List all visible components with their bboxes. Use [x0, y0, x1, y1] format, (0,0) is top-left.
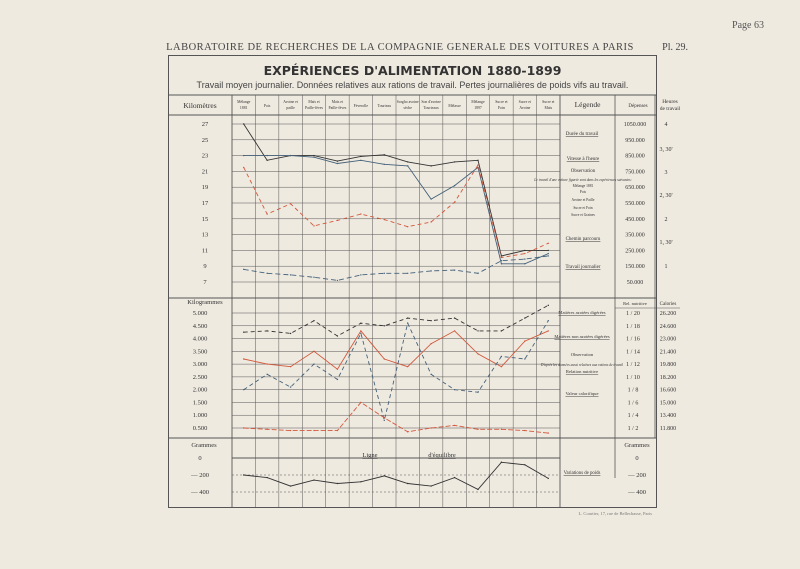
- legend-header: Légende: [574, 100, 601, 109]
- rel-tick-7: 1 / 6: [627, 400, 639, 407]
- legend1-item-6: Avoine et Paille: [571, 198, 595, 202]
- km-point-3-1: [266, 273, 267, 274]
- rel-tick-3: 1 / 14: [626, 349, 640, 356]
- km-point-0-5: [360, 156, 361, 157]
- km-point-1-3: [313, 156, 314, 157]
- chart-subtitle: Travail moyen journalier. Données relatives aux rations de travail. Pertes journalières de poids vifs au travail.: [196, 80, 629, 90]
- kg-point-3-9: [454, 425, 455, 426]
- kg-tick-5: 2.500: [192, 373, 208, 381]
- column-header-2: Avoine et: [283, 100, 298, 104]
- km-point-3-9: [454, 269, 455, 270]
- dep-tick-2: 850.000: [625, 153, 645, 160]
- kg-point-3-0: [243, 427, 244, 428]
- km-point-2-12: [524, 253, 525, 254]
- column-header-12: Sucre et: [518, 100, 532, 104]
- kg-point-1-5: [360, 330, 361, 331]
- hours-tick-3: 2, 30': [659, 193, 673, 199]
- legend1-item-5: Pois: [579, 190, 587, 194]
- km-point-2-10: [477, 164, 478, 165]
- legend1-item-9: Chemin parcouru: [565, 237, 601, 242]
- column-header-11-b: Foin: [497, 106, 505, 110]
- hours-tick-6: 1: [664, 264, 668, 270]
- dep-tick-10: 50.000: [626, 280, 644, 286]
- km-point-3-11: [501, 260, 502, 261]
- column-header-7: Sorgho avoine: [396, 100, 419, 104]
- g-axis-label: Grammes: [191, 442, 217, 449]
- g-point-0-7: [407, 483, 408, 484]
- g-point-0-4: [337, 483, 338, 484]
- kg-point-2-1: [266, 374, 267, 375]
- cal-tick-0: 26.200: [659, 311, 677, 317]
- rel-tick-1: 1 / 18: [626, 323, 640, 330]
- km-point-2-5: [360, 213, 361, 214]
- g-point-0-9: [454, 477, 455, 478]
- kg-point-3-12: [524, 430, 525, 431]
- kg-point-3-10: [477, 429, 478, 430]
- kg-point-0-12: [524, 317, 525, 318]
- kg-point-2-2: [290, 386, 291, 387]
- kg-point-1-11: [501, 366, 502, 367]
- kg-point-0-5: [360, 323, 361, 324]
- kg-point-1-4: [337, 369, 338, 370]
- annotation-equilibre: d'équilibre: [428, 452, 456, 459]
- column-header-10: Mélange: [471, 100, 485, 104]
- kg-point-2-7: [407, 323, 408, 324]
- kg-point-1-9: [454, 330, 455, 331]
- column-header-0-b: 1881: [239, 106, 248, 110]
- km-point-1-2: [290, 155, 291, 156]
- kg-point-2-0: [243, 389, 244, 390]
- cal-tick-1: 24.600: [659, 323, 677, 330]
- dep-tick-9: 150.000: [625, 264, 645, 271]
- hours-tick-4: 2: [664, 217, 668, 223]
- kg-point-3-3: [313, 430, 314, 431]
- km-tick-3: 21: [201, 168, 209, 176]
- km-point-0-8: [430, 165, 431, 166]
- dep-tick-1: 950.000: [625, 137, 645, 144]
- kg-tick-2: 4.000: [192, 335, 208, 343]
- kg-point-0-11: [501, 330, 502, 331]
- kg-point-3-4: [337, 430, 338, 431]
- kg-point-3-1: [266, 429, 267, 430]
- column-header-4: Maïs et: [331, 100, 344, 104]
- column-header-11: Sucre et: [495, 100, 508, 104]
- g-point-0-0: [243, 474, 244, 475]
- kg-point-1-13: [548, 330, 549, 331]
- column-header-13: Sucre et: [542, 100, 555, 104]
- legend1-item-10: Travail journalier: [565, 265, 601, 270]
- hours-tick-1: 3, 30': [659, 147, 673, 153]
- kg-tick-3: 3.500: [192, 348, 208, 356]
- hours-tick-2: 3: [664, 170, 668, 176]
- rel-tick-0: 1 / 20: [626, 311, 640, 317]
- g-right-tick-1: — 200: [628, 472, 646, 479]
- g-point-0-13: [548, 478, 549, 479]
- km-point-0-6: [384, 154, 385, 155]
- annotation-ligne: Ligne: [362, 452, 378, 459]
- legend2-item-2: Observation: [570, 352, 594, 357]
- g-right-header: Grammes: [624, 442, 650, 449]
- km-point-2-4: [337, 220, 338, 221]
- hours-header: Heures: [662, 99, 678, 105]
- kg-point-1-2: [290, 366, 291, 367]
- g-tick-2: — 400: [191, 489, 209, 496]
- g-right-tick-2: — 400: [628, 489, 646, 496]
- g-tick-1: — 200: [191, 472, 209, 479]
- km-point-2-8: [430, 221, 431, 222]
- rel-tick-8: 1 / 4: [627, 413, 639, 420]
- kg-tick-6: 2.000: [192, 386, 208, 394]
- kg-point-2-13: [548, 320, 549, 321]
- column-header-5: Féverolle: [353, 104, 369, 108]
- km-point-3-10: [477, 273, 478, 274]
- legend1-item-8: Sucre et Graines: [571, 213, 595, 217]
- kg-point-0-3: [313, 320, 314, 321]
- kg-point-3-6: [384, 417, 385, 418]
- rel-tick-2: 1 / 16: [626, 336, 640, 343]
- column-header-2-b: paille: [286, 106, 295, 110]
- legend1-item-0: Durée du travail: [565, 132, 599, 137]
- kg-point-2-5: [360, 333, 361, 334]
- kg-point-3-2: [290, 430, 291, 431]
- kg-point-2-8: [430, 374, 431, 375]
- kg-axis-label: Kilogrammes: [187, 299, 223, 306]
- kg-point-2-12: [524, 358, 525, 359]
- km-point-1-13: [548, 253, 549, 254]
- column-header-3: Maïs et: [308, 100, 320, 104]
- kg-point-0-10: [477, 330, 478, 331]
- dep-tick-3: 750.000: [625, 169, 645, 176]
- km-point-1-7: [407, 165, 408, 166]
- legend1-item-4: Mélange 1881: [572, 184, 594, 188]
- legend1-item-1: Vitesse à l'heure: [566, 157, 600, 162]
- km-point-3-4: [337, 280, 338, 281]
- g-point-0-6: [384, 475, 385, 476]
- km-point-1-1: [266, 155, 267, 156]
- dep-tick-6: 450.000: [625, 216, 645, 223]
- kg-point-1-0: [243, 358, 244, 359]
- g-point-0-2: [290, 485, 291, 486]
- legend1-item-3: Le travail d'une voiture figurée sont dans les expériences suivantes:: [534, 178, 632, 182]
- km-point-1-5: [360, 160, 361, 161]
- column-header-7-b: sèche: [403, 106, 412, 110]
- hours-header-b: de travail: [659, 106, 681, 112]
- plate-number: Pl. 29.: [662, 42, 688, 53]
- kg-tick-4: 3.000: [192, 361, 208, 369]
- column-header-4-b: Paille-fèves: [328, 106, 347, 110]
- km-point-0-7: [407, 161, 408, 162]
- km-tick-5: 17: [201, 200, 209, 207]
- km-point-3-8: [430, 270, 431, 271]
- km-point-3-12: [524, 258, 525, 259]
- kg-point-2-10: [477, 392, 478, 393]
- legend2-item-4: Relation nutritive: [565, 369, 599, 374]
- cal-tick-4: 19.800: [659, 362, 677, 369]
- km-point-3-13: [548, 255, 549, 256]
- km-point-1-9: [454, 185, 455, 186]
- kg-point-2-9: [454, 389, 455, 390]
- km-point-3-7: [407, 273, 408, 274]
- km-point-0-13: [548, 250, 549, 251]
- rel-tick-6: 1 / 8: [627, 387, 639, 394]
- km-point-3-3: [313, 277, 314, 278]
- kg-point-1-12: [524, 340, 525, 341]
- g-tick-0: 0: [198, 455, 202, 462]
- km-tick-6: 15: [201, 215, 209, 223]
- cal-tick-8: 13.400: [659, 413, 677, 420]
- g-point-0-3: [313, 479, 314, 480]
- rel-header: Rel. nutritive: [623, 301, 647, 306]
- km-point-0-0: [243, 123, 244, 124]
- kg-point-1-10: [477, 353, 478, 354]
- page-number: Page 63: [732, 20, 764, 31]
- dep-tick-8: 250.000: [625, 248, 645, 255]
- km-point-3-5: [360, 274, 361, 275]
- km-point-2-0: [243, 167, 244, 168]
- printer-credit: L. Courtier, 17, rue de Bellechasse, Paris: [578, 511, 652, 516]
- km-point-1-0: [243, 155, 244, 156]
- legend2-item-0: Matières azotées digérées: [558, 310, 606, 315]
- km-tick-9: 9: [203, 263, 207, 271]
- kg-point-0-9: [454, 317, 455, 318]
- g-point-0-1: [266, 477, 267, 478]
- kg-point-0-4: [337, 335, 338, 336]
- km-point-0-4: [337, 160, 338, 161]
- chart-title: EXPÉRIENCES D'ALIMENTATION 1880-1899: [263, 63, 562, 78]
- km-point-0-1: [266, 160, 267, 161]
- kg-point-0-13: [548, 305, 549, 306]
- rel-tick-5: 1 / 10: [626, 374, 640, 381]
- cal-tick-9: 11.800: [659, 426, 677, 432]
- kg-tick-1: 4.500: [192, 322, 208, 330]
- column-header-8-b: Tourteaux: [423, 106, 439, 110]
- legend2-item-3: D'après les données aussi relatives aux rations de travail: [540, 363, 624, 367]
- km-point-1-11: [501, 263, 502, 264]
- km-point-3-0: [243, 269, 244, 270]
- g-point-0-10: [477, 489, 478, 490]
- km-point-2-11: [501, 257, 502, 258]
- kg-point-0-0: [243, 331, 244, 332]
- kg-tick-9: 0.500: [192, 425, 208, 432]
- km-point-1-4: [337, 163, 338, 164]
- km-point-2-1: [266, 213, 267, 214]
- kg-tick-0: 5.000: [192, 310, 208, 317]
- kg-point-2-3: [313, 363, 314, 364]
- kg-point-2-11: [501, 356, 502, 357]
- kg-tick-7: 1.500: [192, 399, 208, 407]
- km-tick-7: 13: [201, 231, 209, 239]
- column-header-8: Son d'avoine: [421, 100, 441, 104]
- cal-tick-7: 15.000: [659, 400, 677, 407]
- hours-tick-5: 1, 30': [659, 240, 673, 246]
- km-point-0-3: [313, 155, 314, 156]
- kg-point-1-1: [266, 363, 267, 364]
- kg-point-3-8: [430, 427, 431, 428]
- kg-point-0-7: [407, 317, 408, 318]
- cal-tick-5: 18.200: [659, 374, 677, 381]
- kg-point-0-8: [430, 320, 431, 321]
- kg-point-3-5: [360, 402, 361, 403]
- kg-tick-8: 1.000: [192, 412, 208, 420]
- column-header-10-b: 1897: [474, 106, 482, 110]
- column-header-1: Pois: [263, 104, 271, 108]
- legend3-item-0: Variations de poids: [563, 471, 601, 476]
- km-point-0-12: [524, 250, 525, 251]
- km-point-2-13: [548, 243, 549, 244]
- lab-header: LABORATOIRE DE RECHERCHES DE LA COMPAGNIE GENERALE DES VOITURES A PARIS: [166, 42, 634, 53]
- km-point-2-2: [290, 203, 291, 204]
- rel-tick-4: 1 / 12: [626, 362, 640, 369]
- kg-point-3-13: [548, 432, 549, 433]
- hours-tick-0: 4: [664, 122, 668, 128]
- dep-tick-7: 350.000: [625, 232, 645, 239]
- g-point-0-5: [360, 481, 361, 482]
- legend2-item-5: Valeur calorifique: [565, 391, 599, 396]
- kg-point-3-11: [501, 429, 502, 430]
- column-header-6: Tourteau: [377, 104, 392, 108]
- km-point-2-3: [313, 225, 314, 226]
- legend1-item-7: Sucre et Foin: [573, 206, 593, 210]
- rel-tick-9: 1 / 2: [627, 426, 639, 432]
- kg-point-0-2: [290, 333, 291, 334]
- depenses-header: Dépenses: [628, 104, 648, 109]
- g-right-tick-0: 0: [635, 455, 639, 462]
- km-point-2-6: [384, 219, 385, 220]
- kg-point-1-8: [430, 343, 431, 344]
- kg-point-1-7: [407, 366, 408, 367]
- column-header-0: Mélange: [237, 100, 251, 104]
- km-tick-2: 23: [201, 152, 209, 160]
- kg-point-2-6: [384, 420, 385, 421]
- km-point-2-7: [407, 226, 408, 227]
- cal-tick-3: 21.400: [659, 349, 677, 356]
- column-header-13-b: Maïs: [544, 106, 553, 110]
- kg-point-0-6: [384, 325, 385, 326]
- dep-tick-0: 1050.000: [623, 122, 647, 128]
- kg-point-0-1: [266, 330, 267, 331]
- km-point-3-2: [290, 274, 291, 275]
- g-point-0-12: [524, 464, 525, 465]
- kg-point-3-7: [407, 431, 408, 432]
- g-point-0-8: [430, 485, 431, 486]
- km-point-2-9: [454, 202, 455, 203]
- kg-point-1-6: [384, 358, 385, 359]
- km-point-1-6: [384, 164, 385, 165]
- km-tick-4: 19: [201, 184, 209, 192]
- km-point-1-8: [430, 198, 431, 199]
- km-tick-8: 11: [201, 247, 209, 255]
- dep-tick-4: 650.000: [625, 185, 645, 192]
- cal-tick-6: 16.600: [659, 387, 677, 394]
- kilometres-header: Kilomètres: [183, 101, 217, 110]
- kg-point-2-4: [337, 379, 338, 380]
- kg-point-1-3: [313, 351, 314, 352]
- column-header-9: Mélasse: [448, 104, 461, 108]
- km-point-1-12: [524, 263, 525, 264]
- km-tick-10: 7: [203, 279, 207, 286]
- dep-tick-5: 550.000: [625, 201, 645, 207]
- km-tick-1: 25: [201, 136, 209, 144]
- column-header-3-b: Paille-fèves: [305, 106, 323, 110]
- cal-tick-2: 23.000: [659, 336, 677, 343]
- km-point-0-10: [477, 160, 478, 161]
- legend2-item-1: Matières non azotées digérées: [554, 334, 610, 339]
- km-point-3-6: [384, 273, 385, 274]
- column-header-12-b: Avoine: [519, 106, 531, 110]
- legend1-item-2: Observation: [570, 169, 596, 174]
- cal-header: Calories: [659, 302, 677, 307]
- km-point-0-9: [454, 161, 455, 162]
- km-tick-0: 27: [201, 121, 209, 128]
- g-point-0-11: [501, 462, 502, 463]
